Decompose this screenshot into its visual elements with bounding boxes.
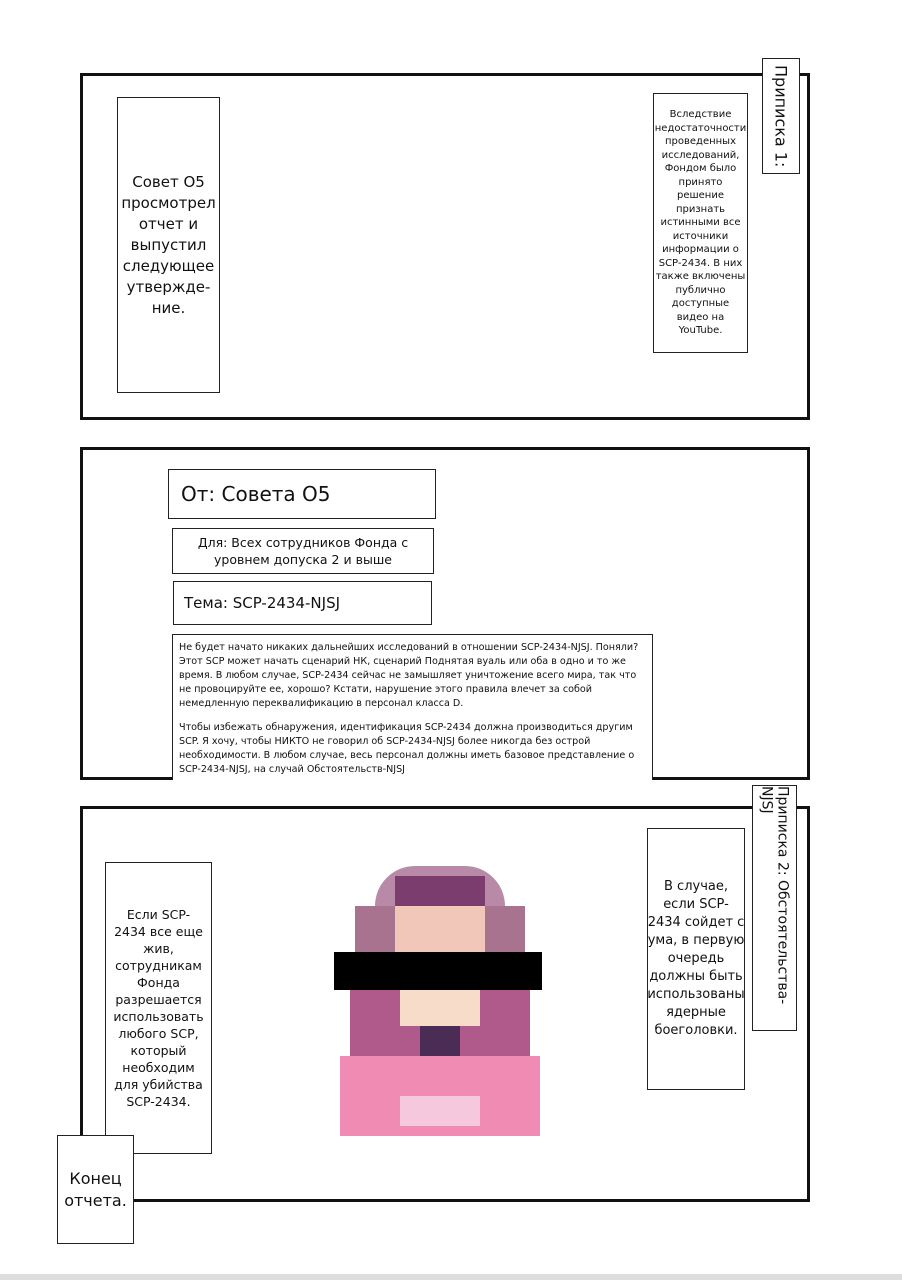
- nuclear-option-text: В случае, если SCP-2434 сойдет с ума, в первую очередь должны быть использованы ядерные боеголовки.: [647, 879, 745, 1038]
- end-of-report-box: [57, 1135, 134, 1244]
- council-statement-text: Совет О5 просмотрел отчет и выпустил следующее утвержде-ние.: [121, 172, 216, 317]
- memo-to-box: [172, 528, 434, 574]
- kill-permission-text: Если SCP-2434 все еще жив, сотрудникам Фонда разрешается использовать любого SCP, который необходим для убийства SCP-2434.: [113, 907, 204, 1109]
- page-bottom-edge: [0, 1274, 902, 1280]
- kill-permission-box: [105, 862, 212, 1154]
- addendum-2-label-box: [752, 785, 797, 1031]
- memo-subject: Тема: SCP-2434-NJSJ: [184, 594, 341, 612]
- council-statement-box: [117, 97, 220, 393]
- memo-body-box: [172, 634, 653, 780]
- memo-from: От: Совета О5: [181, 482, 331, 506]
- end-of-report-text: Конец отчета.: [64, 1168, 127, 1210]
- addendum-1-text: Вследствие недостаточности проведенных исследований, Фондом было принято решение признать истинными все источники информации о SCP-2434. В них также включены публично доступные видео на YouTube.: [654, 109, 747, 337]
- censored-character-image: [340, 866, 540, 1136]
- addendum-1-box: [653, 93, 748, 353]
- memo-from-box: [168, 469, 436, 519]
- addendum-2-label: Приписка 2: Обстоятельства-NJSJ: [758, 786, 791, 1005]
- nuclear-option-box: [647, 828, 745, 1090]
- censor-bar: [334, 952, 542, 990]
- memo-to: Для: Всех сотрудников Фонда с уровнем допуска 2 и выше: [197, 535, 409, 567]
- addendum-1-label-box: [762, 58, 800, 174]
- memo-body-paragraph-1: Не будет начато никаких дальнейших исследований в отношении SCP-2434-NJSJ. Поняли? Этот SCP может начать сценарий НК, сценарий Поднятая вуаль или оба в одно и то же время. В любом случае, SCP-2434 сейчас не замышляет уничтожение всего мира, так что не провоцируйте ее, хорошо? Кстати, нарушение этого правила влечет за собой немедленную переквалификацию в персонал класса D.: [179, 642, 639, 709]
- memo-subject-box: [173, 581, 432, 625]
- memo-body-paragraph-2: Чтобы избежать обнаружения, идентификация SCP-2434 должна производиться другим SCP. Я хочу, чтобы НИКТО не говорил об SCP-2434-NJSJ более никогда без острой необходимости. В любом случае, весь персонал должны иметь базовое представление о SCP-2434-NJSJ, на случай Обстоятельств-NJSJ: [179, 722, 635, 775]
- addendum-1-label: Приписка 1:: [771, 64, 791, 168]
